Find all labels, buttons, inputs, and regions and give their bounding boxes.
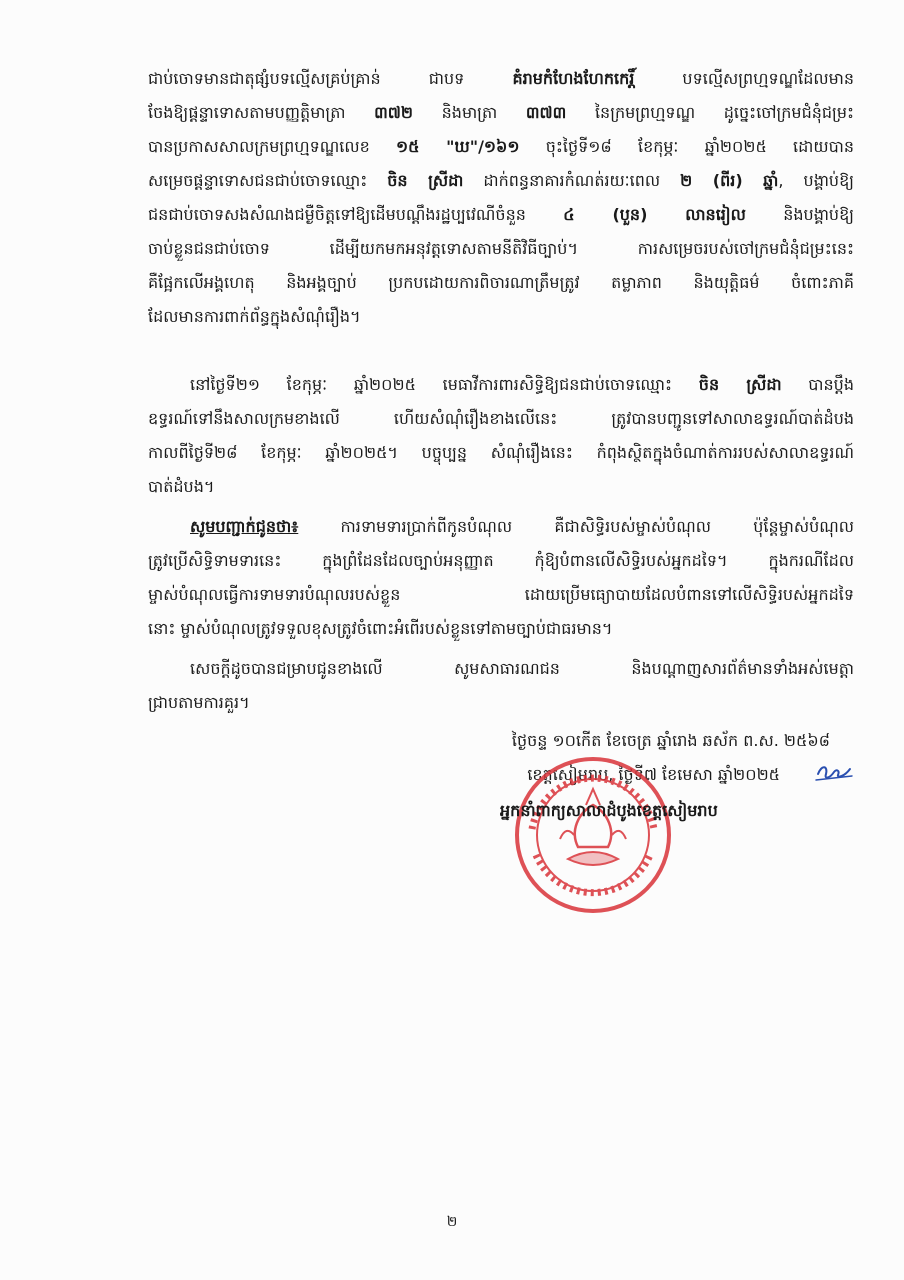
text-line: នៅថ្ងៃទី២១ ខែកុម្ភៈ ឆ្នាំ២០២៥ មេធាវីការពារសិទ្ធិឱ្យជនជាប់ចោទឈ្មោះ ចិន ស្រីដា បានប្តឹង xyxy=(190,375,854,394)
official-seal xyxy=(508,755,678,915)
handwritten-initial xyxy=(814,760,854,784)
text-line: ជ្រាបតាមការគួរ។ xyxy=(148,693,250,712)
sentence-duration: ២ (ពីរ) ឆ្នាំ xyxy=(680,171,779,190)
text-line: ជាប់ចោទមានជាតុផ្សំបទល្មើសគ្រប់គ្រាន់ ជាបទ គំរាមកំហែងហែកកេរ្តិ៍ បទល្មើសព្រហ្មទណ្ឌដែលមាន xyxy=(148,69,854,88)
notice-label: សូមបញ្ជាក់ជូនថា៖ xyxy=(190,517,299,536)
text-line: នោះ ម្ចាស់បំណុលត្រូវទទួលខុសត្រូវចំពោះអំពើរបស់ខ្លួនទៅតាមច្បាប់ជាធរមាន។ xyxy=(148,619,613,638)
signer-title: អ្នកនាំពាក្យសាលាដំបូងខេត្តសៀមរាប xyxy=(500,801,718,820)
offense-name: គំរាមកំហែងហែកកេរ្តិ៍ xyxy=(512,69,635,88)
compensation-amount: ៤ (បួន) លានរៀល xyxy=(563,205,746,224)
place-date: ខេត្តសៀមរាប, ថ្ងៃទី៧ ខែមេសា ឆ្នាំ២០២៥ xyxy=(527,765,780,784)
text-line: សេចក្តីដូចបានជម្រាបជូនខាងលើ សូមសាធារណជន និងបណ្តាញសារព័ត៌មានទាំងអស់មេត្តា xyxy=(190,659,854,678)
paragraph-verdict xyxy=(148,62,854,334)
text-line: បានប្រកាសសាលក្រមព្រហ្មទណ្ឌលេខ ១៥ "ឃ"/១៦១ ចុះថ្ងៃទី១៨ ខែកុម្ភៈ ឆ្នាំ២០២៥ ដោយបាន xyxy=(148,137,854,156)
text-line: ត្រូវប្រើសិទ្ធិទាមទារនេះ ក្នុងព្រំដែនដែលច្បាប់អនុញ្ញាត កុំឱ្យបំពានលើសិទ្ធិរបស់អ្នកដទៃ។ ក្នុងករណីដែល xyxy=(148,551,854,570)
text-line: ឧទ្ធរណ៍ទៅនឹងសាលក្រមខាងលើ ហើយសំណុំរឿងខាងលើនេះ ត្រូវបានបញ្ជូនទៅសាលាឧទ្ធរណ៍បាត់ដំបង xyxy=(148,409,854,428)
defendant-name: ចិន ស្រីដា xyxy=(698,375,782,394)
paragraph-notice xyxy=(148,510,854,646)
text-line: កាលពីថ្ងៃទី២៨ ខែកុម្ភៈ ឆ្នាំ២០២៥។ បច្ចុប្បន្ន សំណុំរឿងនេះ កំពុងស្ថិតក្នុងចំណាត់ការរបស់សាលាឧទ្ធរណ៍ xyxy=(148,443,854,462)
text-line: សូមបញ្ជាក់ជូនថា៖ ការទាមទារប្រាក់ពីកូនបំណុល គឺជាសិទ្ធិរបស់ម្ចាស់បំណុល ប៉ុន្តែម្ចាស់បំណុល xyxy=(190,517,854,536)
text-line: សម្រេចផ្តន្ទាទោសជនជាប់ចោទឈ្មោះ ចិន ស្រីដា ដាក់ពន្ធនាគារកំណត់រយៈពេល ២ (ពីរ) ឆ្នាំ, បង្គាប់ឱ្យ xyxy=(148,171,854,190)
text-line: ដែលមានការពាក់ព័ន្ធក្នុងសំណុំរឿង។ xyxy=(148,307,361,326)
text-line: ចាប់ខ្លួនជនជាប់ចោទ ដើម្បីយកមកអនុវត្តទោសតាមនីតិវិធីច្បាប់។ ការសម្រេចរបស់ចៅក្រមជំនុំជម្រះនេះ xyxy=(148,239,854,258)
text-line: ជនជាប់ចោទសងសំណងជម្ងឺចិត្តទៅឱ្យដើមបណ្តឹងរដ្ឋប្បវេណីចំនួន ៤ (បួន) លានរៀល និងបង្គាប់ឱ្យ xyxy=(148,205,854,224)
lunar-date: ថ្ងៃចន្ទ ១០កើត ខែចេត្រ ឆ្នាំរោង ឆស័ក ព.ស. ២៥៦៨ xyxy=(511,731,830,750)
article-number: ៣៧៣ xyxy=(525,103,567,122)
text-line: គឺផ្អែកលើអង្គហេតុ និងអង្គច្បាប់ ប្រកបដោយការពិចារណាត្រឹមត្រូវ តម្លាភាព និងយុត្តិធម៌ ចំពោះភាគី xyxy=(148,273,854,292)
text-line: បាត់ដំបង។ xyxy=(148,477,215,496)
judgment-number: ១៥ "ឃ"/១៦១ xyxy=(395,137,520,156)
paragraph-appeal xyxy=(148,368,854,504)
page-number: ២ xyxy=(446,1214,458,1230)
article-number: ៣៧២ xyxy=(374,103,413,122)
text-line: ចែងឱ្យផ្តន្ទាទោសតាមបញ្ញត្តិមាត្រា ៣៧២ និងមាត្រា ៣៧៣ នៃក្រមព្រហ្មទណ្ឌ ដូច្នេះចៅក្រមជំនុំជម្រះ xyxy=(148,103,854,122)
text-line: ម្ចាស់បំណុលធ្វើការទាមទារបំណុលរបស់ខ្លួន ដោយប្រើមធ្យោបាយដែលបំពានទៅលើសិទ្ធិរបស់អ្នកដទៃ xyxy=(148,585,854,604)
defendant-name: ចិន ស្រីដា xyxy=(387,171,464,190)
paragraph-closing xyxy=(148,652,854,720)
